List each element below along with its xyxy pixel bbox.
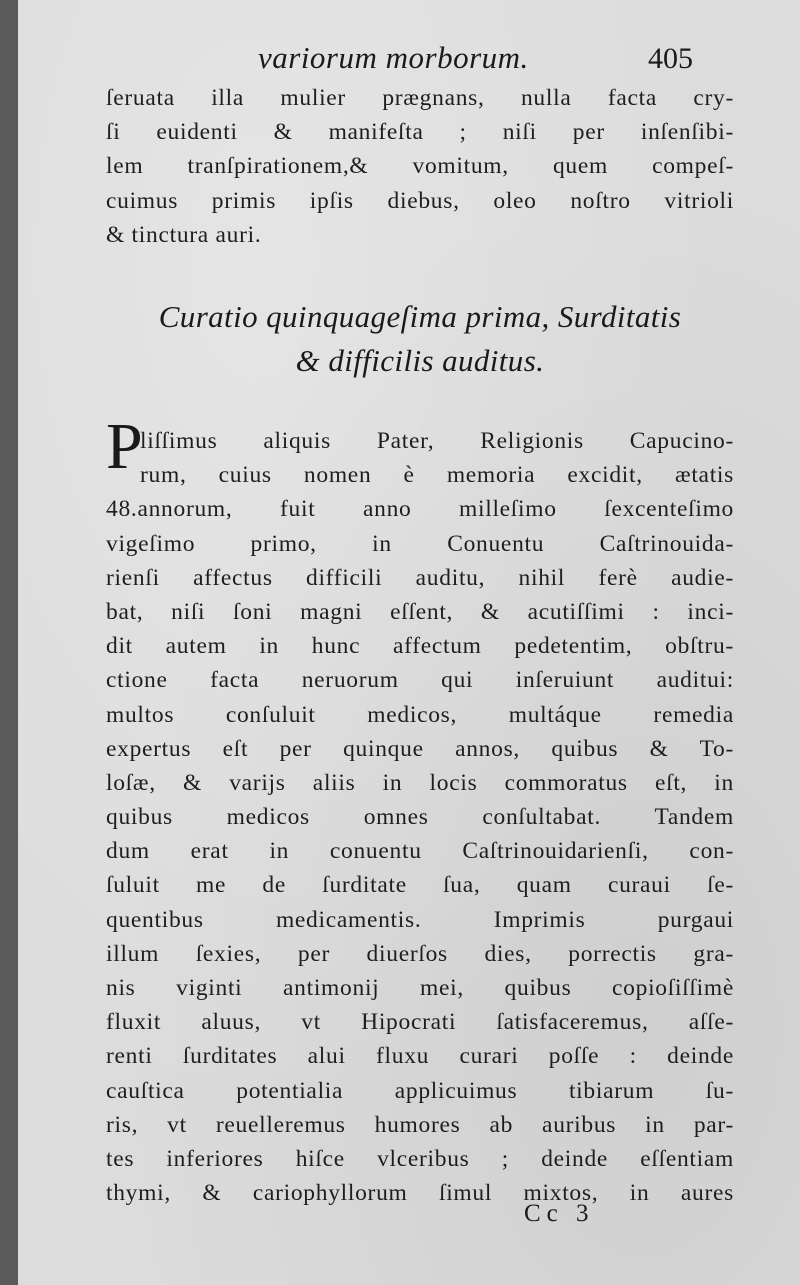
intro-paragraph [106, 81, 734, 252]
text-line: vigeſimo primo, in Conuentu Caſtrinouida- [106, 530, 734, 557]
heading-line-2: & difficilis auditus. [295, 343, 545, 378]
text-line: quentibus medicamentis. Imprimis purgaui [106, 906, 734, 933]
page-number: 405 [648, 42, 693, 75]
text-line: nis viginti antimonij mei, quibus copioſiſſimè [106, 975, 734, 1001]
body-paragraph [106, 424, 734, 1210]
heading-line-1: Curatio quinquageſima prima, Surditatis [158, 299, 682, 334]
text-line: quibus medicos omnes conſultabat. Tandem [106, 804, 734, 831]
text-line: lem tranſpirationem,& vomitum, quem compeſ- [106, 153, 734, 180]
book-page [18, 0, 800, 1285]
text-line: ſi euidenti & manifeſta ; niſi per inſenſibi- [106, 119, 734, 146]
text-line: liſſimus aliquis Pater, Religionis Capucino- [140, 428, 734, 454]
section-heading [106, 295, 734, 383]
text-line: dum erat in conuentu Caſtrinouidarienſi, con- [106, 838, 734, 865]
text-line: rum, cuius nomen è memoria excidit, ætatis [140, 462, 734, 489]
text-line: bat, niſi ſoni magni eſſent, & acutiſſimi : inci- [106, 598, 734, 625]
text-line: loſæ, & varijs aliis in locis commoratus eſt, in [106, 769, 734, 796]
text-line: & tinctura auri. [106, 221, 262, 248]
text-line: multos conſuluit medicos, multáque remedia [106, 701, 734, 728]
drop-cap: P [106, 410, 143, 483]
text-line: cauſtica potentialia applicuimus tibiarum ſu- [106, 1077, 734, 1104]
text-line: 48.annorum, fuit anno milleſimo ſexcenteſimo [106, 496, 734, 523]
text-line: expertus eſt per quinque annos, quibus & To- [106, 735, 734, 762]
text-line: illum ſexies, per diuerſos dies, porrectis gra- [106, 940, 734, 967]
text-line: ſuluit me de ſurditate ſua, quam curaui ſe- [106, 872, 734, 899]
text-line: ſeruata illa mulier prægnans, nulla facta cry- [106, 85, 734, 111]
text-line: ris, vt reuelleremus humores ab auribus in par- [106, 1111, 734, 1138]
text-line: fluxit aluus, vt Hipocrati ſatisfaceremus, aſſe- [106, 1009, 734, 1036]
text-line: renti ſurditates alui fluxu curari poſſe : deinde [106, 1043, 734, 1070]
running-title: variorum morborum. [258, 40, 529, 75]
text-line: cuimus primis ipſis diebus, oleo noſtro vitrioli [106, 187, 734, 214]
signature-mark: Cc 3 [524, 1200, 595, 1227]
page-footer [18, 1200, 800, 1240]
text-line: dit autem in hunc affectum pedetentim, obſtru- [106, 633, 734, 660]
text-line: tes inferiores hiſce vlceribus ; deinde eſſentiam [106, 1145, 734, 1172]
text-line: thymi, & cariophyllorum ſimul mixtos, in aures [106, 1180, 734, 1207]
text-line: rienſi affectus difficili auditu, nihil ferè audie- [106, 564, 734, 591]
page-header [18, 38, 800, 84]
text-line: ctione facta neruorum qui inſeruiunt auditui: [106, 667, 734, 694]
